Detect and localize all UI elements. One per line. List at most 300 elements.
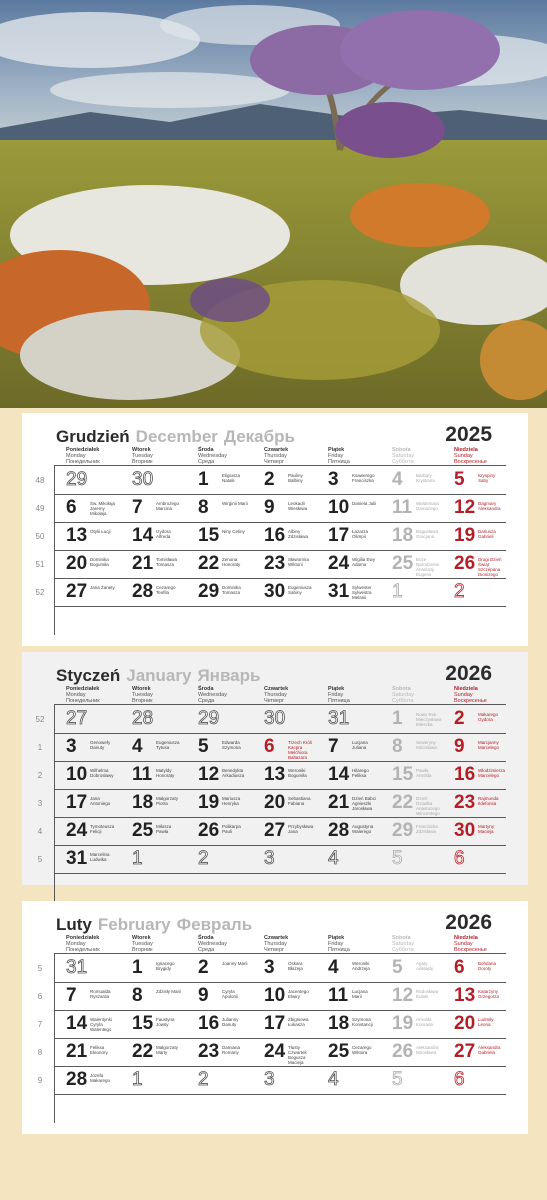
day-cell[interactable] <box>328 524 388 550</box>
day-number: 19 <box>392 1013 414 1034</box>
day-cell[interactable] <box>328 1040 388 1066</box>
name-day-text: Drugi Dzień Świąt Szczepana Dionizego <box>478 557 502 577</box>
day-number: 28 <box>132 708 154 729</box>
day-name-en: Wednesday <box>198 941 227 947</box>
day-cell[interactable] <box>392 1068 452 1094</box>
day-cell[interactable] <box>264 496 324 522</box>
day-header <box>328 686 350 704</box>
name-day-text: Eligiusza Natalii <box>222 473 241 483</box>
name-day-text: Weroniki Bogumiła <box>288 768 307 778</box>
name-day-text: Aleksandra Gabriela <box>478 1045 501 1055</box>
name-day-text: Ignacego Brygidy <box>156 961 175 971</box>
name-day-text: Św. Mikołaja Jaremy Mikołaja <box>90 501 116 516</box>
day-number: 8 <box>392 736 403 757</box>
day-cell[interactable] <box>132 1068 192 1094</box>
day-header <box>198 935 227 953</box>
day-number: 2 <box>198 957 209 978</box>
day-name-ru: Среда <box>198 698 215 704</box>
day-cell[interactable] <box>454 496 514 522</box>
month-title <box>56 666 260 686</box>
day-cell[interactable] <box>66 984 126 1010</box>
day-cell[interactable] <box>132 735 192 761</box>
name-day-text: Oskara Błażeja <box>288 961 303 971</box>
day-cell[interactable] <box>392 1040 452 1066</box>
day-number: 16 <box>264 525 286 546</box>
row-rule <box>54 1010 506 1011</box>
day-name-en: Monday <box>66 453 86 459</box>
day-cell[interactable] <box>328 763 388 789</box>
day-header <box>392 686 414 704</box>
day-cell[interactable] <box>198 468 258 494</box>
day-cell[interactable] <box>328 956 388 982</box>
day-number: 6 <box>454 1069 465 1090</box>
name-day-text: Małgorzaty Piotra <box>156 796 179 806</box>
day-cell[interactable] <box>264 791 324 817</box>
day-name-pl: Sobota <box>392 447 411 453</box>
day-number: 15 <box>132 1013 154 1034</box>
month-name-ru: Январь <box>197 666 261 685</box>
day-cell[interactable] <box>132 956 192 982</box>
day-number: 16 <box>454 764 476 785</box>
day-cell[interactable] <box>198 819 258 845</box>
day-cell[interactable] <box>132 496 192 522</box>
day-number: 27 <box>264 820 286 841</box>
week-number: 52 <box>35 715 45 724</box>
day-number: 29 <box>198 581 220 602</box>
name-day-text: Ksawerego Franciszka <box>352 473 375 483</box>
day-cell[interactable] <box>66 496 126 522</box>
day-number: 13 <box>264 764 286 785</box>
day-cell[interactable] <box>264 956 324 982</box>
day-number: 23 <box>198 1041 220 1062</box>
day-cell[interactable] <box>264 707 324 733</box>
day-cell[interactable] <box>264 580 324 606</box>
day-number: 21 <box>328 792 350 813</box>
day-cell[interactable] <box>264 763 324 789</box>
day-number: 28 <box>66 1069 88 1090</box>
name-day-text: Leokadii Wiesława <box>288 501 308 511</box>
day-cell[interactable] <box>454 707 514 733</box>
month-name-ru: Декабрь <box>223 427 295 446</box>
day-number: 14 <box>328 764 350 785</box>
day-cell[interactable] <box>328 468 388 494</box>
day-cell[interactable] <box>198 956 258 982</box>
day-name-pl: Piątek <box>328 447 345 453</box>
day-cell[interactable] <box>66 1068 126 1094</box>
day-number: 25 <box>132 820 154 841</box>
day-cell[interactable] <box>392 819 452 845</box>
week-number: 2 <box>37 771 43 780</box>
name-day-text: Dariusza Gabrieli <box>478 529 496 539</box>
day-cell[interactable] <box>198 496 258 522</box>
day-name-ru: Четверг <box>264 459 285 465</box>
day-cell[interactable] <box>454 763 514 789</box>
day-cell[interactable] <box>328 984 388 1010</box>
day-cell[interactable] <box>328 1012 388 1038</box>
name-day-text: Łazarza Olimpii <box>352 529 369 539</box>
day-header <box>132 686 153 704</box>
day-name-en: Monday <box>66 941 86 947</box>
name-day-text: Albiny Zdzisława <box>288 529 309 539</box>
day-number: 2 <box>198 1069 209 1090</box>
month-title <box>56 427 295 447</box>
day-cell[interactable] <box>328 847 388 873</box>
day-number: 14 <box>132 525 154 546</box>
day-cell[interactable] <box>328 552 388 578</box>
day-cell[interactable] <box>328 819 388 845</box>
day-cell[interactable] <box>66 956 126 982</box>
day-cell[interactable] <box>198 984 258 1010</box>
day-number: 29 <box>392 820 414 841</box>
week-number: 52 <box>35 588 45 597</box>
day-number: 11 <box>132 764 153 785</box>
name-day-text: Benedykta Arkadiusza <box>222 768 245 778</box>
day-number: 14 <box>66 1013 88 1034</box>
day-cell[interactable] <box>264 1068 324 1094</box>
name-day-text: Augustyna Walerego <box>352 824 374 834</box>
day-header <box>454 447 487 465</box>
name-day-text: Jana Antoniego <box>90 796 111 806</box>
name-day-text: Marcelina Ludwika <box>90 852 110 862</box>
day-header <box>132 935 153 953</box>
name-day-text: Polikarpa Pauli <box>222 824 241 834</box>
day-number: 1 <box>392 708 403 729</box>
day-cell[interactable] <box>392 496 452 522</box>
day-cell[interactable] <box>198 524 258 550</box>
day-cell[interactable] <box>328 580 388 606</box>
day-cell[interactable] <box>454 984 514 1010</box>
week-number: 9 <box>37 1076 43 1085</box>
name-day-text: Niny Celiny <box>222 529 245 534</box>
day-cell[interactable] <box>392 1012 452 1038</box>
day-cell[interactable] <box>264 1040 324 1066</box>
day-cell[interactable] <box>66 524 126 550</box>
day-cell[interactable] <box>132 524 192 550</box>
day-name-ru: Суббота <box>392 698 414 704</box>
day-number: 26 <box>198 820 220 841</box>
day-cell[interactable] <box>264 1012 324 1038</box>
day-cell[interactable] <box>66 707 126 733</box>
name-day-text: Agaty Adelajdy <box>416 961 434 971</box>
day-number: 10 <box>264 985 286 1006</box>
day-cell[interactable] <box>132 1012 192 1038</box>
day-header <box>392 935 414 953</box>
day-number: 3 <box>264 1069 275 1090</box>
day-cell[interactable] <box>66 552 126 578</box>
day-cell[interactable] <box>66 819 126 845</box>
day-cell[interactable] <box>454 847 514 873</box>
day-cell[interactable] <box>392 707 452 733</box>
name-day-text: Sylwester Sylwestra Melanii <box>352 585 372 600</box>
day-cell[interactable] <box>454 1012 514 1038</box>
day-name-pl: Środa <box>198 447 214 453</box>
day-number: 24 <box>328 553 350 574</box>
day-cell[interactable] <box>264 524 324 550</box>
week-number: 51 <box>35 560 45 569</box>
day-name-pl: Wtorek <box>132 447 151 453</box>
day-cell[interactable] <box>264 735 324 761</box>
day-cell[interactable] <box>392 984 452 1010</box>
name-day-text: Weroniki Andrzeja <box>352 961 370 971</box>
day-number: 13 <box>66 525 88 546</box>
day-number: 9 <box>454 736 465 757</box>
day-cell[interactable] <box>392 735 452 761</box>
day-cell[interactable] <box>454 1040 514 1066</box>
day-cell[interactable] <box>454 468 514 494</box>
day-number: 17 <box>264 1013 286 1034</box>
day-number: 2 <box>454 581 465 602</box>
day-number: 1 <box>198 469 209 490</box>
day-name-en: Monday <box>66 692 86 698</box>
day-name-pl: Czwartek <box>264 935 289 941</box>
day-number: 2 <box>198 848 209 869</box>
day-name-pl: Piątek <box>328 935 345 941</box>
day-name-pl: Czwartek <box>264 447 289 453</box>
name-day-text: Hilarego Feliksa <box>352 768 369 778</box>
day-name-ru: Среда <box>198 947 215 953</box>
day-cell[interactable] <box>132 580 192 606</box>
name-day-text: Otylii Łucji <box>90 529 111 534</box>
name-day-text: Damiana Romany <box>222 1045 241 1055</box>
day-name-pl: Poniedziałek <box>66 935 100 941</box>
day-cell[interactable] <box>454 735 514 761</box>
name-day-text: Miłosza Pawła <box>156 824 172 834</box>
day-number: 30 <box>264 708 286 729</box>
name-day-text: Cezarego Teofila <box>156 585 176 595</box>
name-day-text: Barbary Krystiana <box>416 473 435 483</box>
day-name-ru: Пятница <box>328 947 350 953</box>
day-number: 28 <box>328 820 350 841</box>
day-number: 31 <box>66 848 88 869</box>
day-cell[interactable] <box>198 1068 258 1094</box>
day-number: 21 <box>66 1041 88 1062</box>
day-cell[interactable] <box>132 552 192 578</box>
day-number: 24 <box>66 820 88 841</box>
day-number: 24 <box>264 1041 286 1062</box>
day-name-en: Saturday <box>392 453 415 459</box>
day-cell[interactable] <box>392 468 452 494</box>
header-rule <box>54 704 506 705</box>
day-name-ru: Понедельник <box>66 698 100 704</box>
day-number: 20 <box>264 792 286 813</box>
day-number: 17 <box>328 525 350 546</box>
day-cell[interactable] <box>132 763 192 789</box>
day-cell[interactable] <box>328 707 388 733</box>
day-header <box>264 686 288 704</box>
day-cell[interactable] <box>454 791 514 817</box>
day-cell[interactable] <box>66 763 126 789</box>
day-cell[interactable] <box>66 1040 126 1066</box>
name-day-text: Przybysława Jana <box>288 824 314 834</box>
week-number: 4 <box>37 827 43 836</box>
week-number: 5 <box>37 855 43 864</box>
name-day-text: Marcjanny Marcelego <box>478 740 500 750</box>
day-name-en: Friday <box>328 692 344 698</box>
day-cell[interactable] <box>198 735 258 761</box>
day-cell[interactable] <box>132 468 192 494</box>
day-cell[interactable] <box>328 1068 388 1094</box>
name-day-text: Jacentego Elwiry <box>288 989 309 999</box>
day-cell[interactable] <box>132 791 192 817</box>
week-number: 1 <box>37 743 43 752</box>
day-cell[interactable] <box>264 847 324 873</box>
day-name-ru: Суббота <box>392 947 414 953</box>
name-day-text: Dominika Bogumiła <box>90 557 109 567</box>
name-day-text: Nowy Rok Mieczysława Mieszka <box>416 712 442 727</box>
day-cell[interactable] <box>454 524 514 550</box>
name-day-text: Aleksandra Mirosława <box>416 1045 439 1055</box>
name-day-text: Makarego Izydora <box>478 712 499 722</box>
day-cell[interactable] <box>132 847 192 873</box>
day-cell[interactable] <box>328 791 388 817</box>
day-number: 25 <box>328 1041 350 1062</box>
name-day-text: Małgorzaty Marty <box>156 1045 179 1055</box>
name-day-text: Izydora Alfreda <box>156 529 171 539</box>
day-cell[interactable] <box>66 791 126 817</box>
day-cell[interactable] <box>392 791 452 817</box>
day-cell[interactable] <box>66 847 126 873</box>
day-header <box>66 935 100 953</box>
day-cell[interactable] <box>328 735 388 761</box>
name-day-text: Szymona Konstancji <box>352 1017 373 1027</box>
day-cell[interactable] <box>66 735 126 761</box>
day-cell[interactable] <box>454 1068 514 1094</box>
name-day-text: Daniela Julii <box>352 501 377 506</box>
week-number: 3 <box>37 799 43 808</box>
day-cell[interactable] <box>132 819 192 845</box>
day-name-ru: Среда <box>198 459 215 465</box>
day-number: 4 <box>328 957 339 978</box>
day-number: 4 <box>132 736 143 757</box>
day-number: 5 <box>392 848 403 869</box>
day-name-ru: Четверг <box>264 698 285 704</box>
week-number: 7 <box>37 1020 43 1029</box>
name-day-text: Genowefy Danuty <box>90 740 111 750</box>
name-day-text: Wilhelma Dobrosławy <box>90 768 114 778</box>
day-cell[interactable] <box>454 819 514 845</box>
day-name-pl: Wtorek <box>132 686 151 692</box>
day-cell[interactable] <box>198 1040 258 1066</box>
day-cell[interactable] <box>392 580 452 606</box>
day-cell[interactable] <box>198 1012 258 1038</box>
day-number: 13 <box>454 985 476 1006</box>
day-cell[interactable] <box>198 763 258 789</box>
month-name-pl: Styczeń <box>56 666 121 685</box>
day-cell[interactable] <box>264 984 324 1010</box>
name-day-text: Wirginii Marii <box>222 501 248 506</box>
day-cell[interactable] <box>454 580 514 606</box>
week-number: 5 <box>37 964 43 973</box>
day-header <box>66 447 100 465</box>
day-cell[interactable] <box>392 763 452 789</box>
day-number: 15 <box>392 764 414 785</box>
name-day-text: Edwarda Szymona <box>222 740 241 750</box>
day-number: 1 <box>392 581 403 602</box>
row-rule <box>54 845 506 846</box>
name-day-text: Dagmary Aleksandra <box>478 501 501 511</box>
day-number: 12 <box>198 764 220 785</box>
day-number: 11 <box>328 985 349 1006</box>
year-label: 2026 <box>445 911 492 934</box>
day-number: 18 <box>328 1013 350 1034</box>
day-number: 6 <box>454 848 465 869</box>
day-number: 2 <box>454 708 465 729</box>
day-number: 6 <box>66 497 77 518</box>
day-cell[interactable] <box>392 524 452 550</box>
day-cell[interactable] <box>392 956 452 982</box>
day-number: 2 <box>264 469 275 490</box>
day-number: 17 <box>66 792 88 813</box>
day-name-en: Sunday <box>454 692 473 698</box>
name-day-text: Tomisława Tomasza <box>156 557 178 567</box>
day-number: 18 <box>132 792 154 813</box>
day-name-en: Thursday <box>264 453 287 459</box>
name-day-text: Dzień Babci Agnieszki Jarosława <box>352 796 377 811</box>
day-cell[interactable] <box>264 468 324 494</box>
name-day-text: Lucjana Juliana <box>352 740 368 750</box>
month-name-en: December <box>135 427 218 446</box>
day-cell[interactable] <box>454 552 514 578</box>
day-name-pl: Poniedziałek <box>66 447 100 453</box>
name-day-text: Pauliny Balbiny <box>288 473 303 483</box>
day-cell[interactable] <box>66 1012 126 1038</box>
day-number: 16 <box>198 1013 220 1034</box>
day-number: 8 <box>132 985 143 1006</box>
day-number: 5 <box>392 1069 403 1090</box>
day-cell[interactable] <box>198 791 258 817</box>
day-cell[interactable] <box>132 1040 192 1066</box>
day-number: 20 <box>454 1013 476 1034</box>
day-cell[interactable] <box>66 468 126 494</box>
day-cell[interactable] <box>198 847 258 873</box>
day-cell[interactable] <box>132 984 192 1010</box>
day-name-en: Saturday <box>392 941 415 947</box>
day-number: 22 <box>132 1041 154 1062</box>
day-name-en: Sunday <box>454 941 473 947</box>
day-number: 26 <box>392 1041 414 1062</box>
day-cell[interactable] <box>66 580 126 606</box>
day-name-ru: Четверг <box>264 947 285 953</box>
day-cell[interactable] <box>454 956 514 982</box>
day-number: 6 <box>454 957 465 978</box>
day-number: 6 <box>264 736 275 757</box>
day-number: 12 <box>392 985 414 1006</box>
day-header <box>392 447 414 465</box>
day-number: 11 <box>392 497 413 518</box>
day-cell[interactable] <box>392 847 452 873</box>
day-cell[interactable] <box>264 819 324 845</box>
day-cell[interactable] <box>198 580 258 606</box>
day-cell[interactable] <box>264 552 324 578</box>
day-name-ru: Пятница <box>328 698 350 704</box>
day-number: 23 <box>454 792 476 813</box>
day-name-ru: Понедельник <box>66 459 100 465</box>
day-cell[interactable] <box>198 552 258 578</box>
day-cell[interactable] <box>198 707 258 733</box>
day-number: 15 <box>198 525 220 546</box>
day-header <box>198 447 227 465</box>
day-number: 21 <box>132 553 154 574</box>
day-cell[interactable] <box>392 552 452 578</box>
day-number: 29 <box>198 708 220 729</box>
day-header <box>264 447 288 465</box>
day-number: 4 <box>328 1069 339 1090</box>
day-cell[interactable] <box>328 496 388 522</box>
day-name-ru: Воскресенье <box>454 459 487 465</box>
name-day-text: Zbigniewa Łukasza <box>288 1017 309 1027</box>
month-name-pl: Luty <box>56 915 92 934</box>
day-cell[interactable] <box>132 707 192 733</box>
